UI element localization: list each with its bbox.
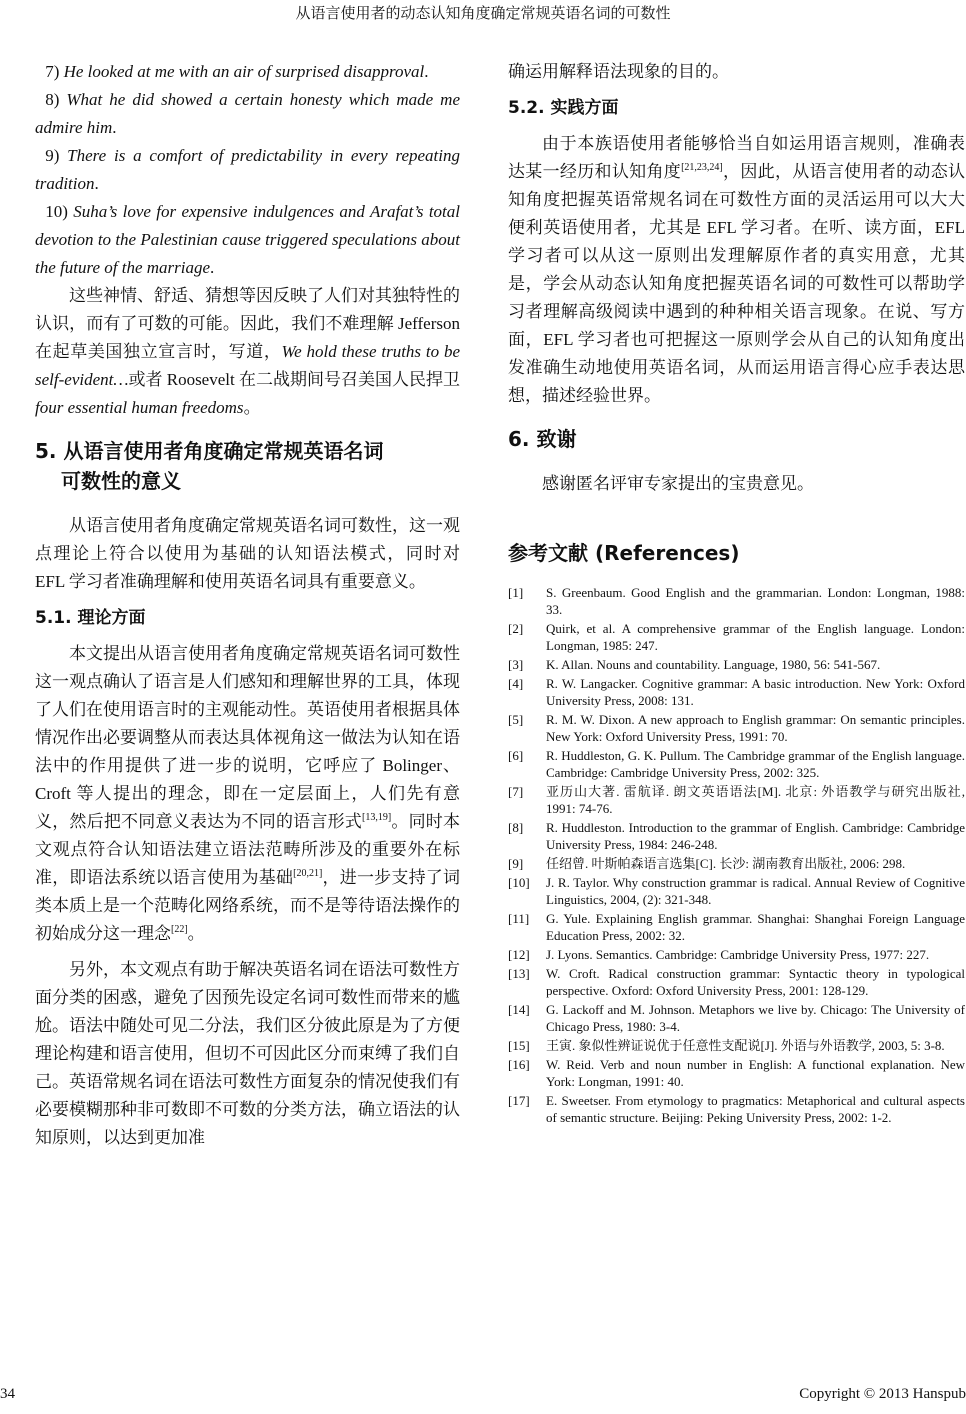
reference-text: R. Huddleston. Introduction to the grammar of English. Cambridge: Cambridge University Press, 1984: 246-248. bbox=[546, 820, 965, 852]
reference-number: [6] bbox=[508, 748, 524, 763]
reference-text: J. R. Taylor. Why construction grammar is radical. Annual Review of Cognitive Linguistics, 2004, (2): 321-348. bbox=[546, 875, 965, 907]
text-run: What he did showed a certain honesty which made me admire him bbox=[35, 90, 460, 137]
reference-text: 任绍曾. 叶斯帕森语言选集[C]. 长沙: 湖南教育出版社, 2006: 298. bbox=[546, 856, 906, 871]
reference-number: [2] bbox=[508, 621, 524, 636]
reference-number: [10] bbox=[508, 875, 530, 890]
section-6-heading: 6. 致谢 bbox=[508, 427, 577, 451]
text-run: We hold these truths to be self-evident… bbox=[35, 342, 461, 389]
text-run: . bbox=[424, 62, 429, 81]
text-run: ，因此，从语言使用者的动态认知角度把握英语常规名词在可数性方面的灵活运用可以大大便利英语使用者，尤其是 EFL 学习者。在听、读方面，EFL 学习者可以从这一原则出发理解原作者的真实用意，尤其是，学会从动态认知角度把握英语名词的可数性可以帮助学习者理解高级阅读中遇到的种种相关语言现象。在说、写方面，EFL 学习者也可把握这一原则学会从自己的认知角度出发准确生动地使用英语名词，从而运用语言得心应手表达思想，描述经验世界。 bbox=[508, 162, 966, 405]
example-7 bbox=[35, 58, 460, 86]
citation: [20,21] bbox=[293, 868, 323, 879]
copyright: Copyright © 2013 Hanspub bbox=[799, 1386, 966, 1402]
reference-text: G. Lackoff and M. Johnson. Metaphors we live by. Chicago: The University of Chicago Press, 1980: 3-4. bbox=[546, 1002, 965, 1034]
text-run: 确运用解释语法现象的目的。 bbox=[508, 62, 729, 81]
reference-item bbox=[508, 783, 965, 817]
left-column bbox=[35, 58, 460, 1152]
citation: [13,19] bbox=[362, 812, 392, 823]
reference-item bbox=[508, 675, 965, 709]
reference-number: [4] bbox=[508, 676, 524, 691]
heading-line: 可数性的意义 bbox=[61, 469, 181, 493]
section-5-2-heading: 5.2. 实践方面 bbox=[508, 98, 619, 118]
example-9 bbox=[35, 142, 460, 198]
reference-text: R. M. W. Dixon. A new approach to English grammar: On semantic principles. New York: Oxford University Press, 1991: 70. bbox=[546, 712, 965, 744]
text-run: . bbox=[210, 258, 215, 277]
example-8 bbox=[35, 86, 460, 142]
section-5-heading bbox=[35, 436, 460, 496]
reference-number: [11] bbox=[508, 911, 530, 926]
reference-item bbox=[508, 1056, 965, 1090]
citation: [22] bbox=[171, 924, 188, 935]
paragraph bbox=[35, 282, 460, 422]
reference-item bbox=[508, 1037, 965, 1054]
text-run: Suha’s love for expensive indulgences and Arafat’s total devotion to the Palestinian cause triggered speculations about the future of the marriage bbox=[35, 202, 460, 277]
text-run: There is a comfort of predictability in every repeating tradition bbox=[35, 146, 460, 193]
text-run: ，进一步支持了词类本质上是一个范畴化网络系统，而不是等待语法操作的初始成分这一理念 bbox=[35, 868, 461, 943]
reference-text: R. Huddleston, G. K. Pullum. The Cambridge grammar of the English language. Cambridge: Cambridge University Press, 2002: 325. bbox=[546, 748, 965, 780]
reference-text: E. Sweetser. From etymology to pragmatics: Metaphorical and cultural aspects of semantic structure. Beijing: Peking University Press, 2002: 1-2. bbox=[546, 1093, 965, 1125]
references-list bbox=[508, 584, 965, 1126]
heading-line: 5. 从语言使用者角度确定常规英语名词 bbox=[35, 439, 384, 463]
reference-item bbox=[508, 620, 965, 654]
reference-item bbox=[508, 656, 965, 673]
reference-text: 王寅. 象似性辨证说优于任意性支配说[J]. 外语与外语教学, 2003, 5: 3-8. bbox=[546, 1038, 945, 1053]
reference-item bbox=[508, 819, 965, 853]
text-run: 9) bbox=[45, 146, 68, 165]
reference-number: [16] bbox=[508, 1057, 530, 1072]
reference-item bbox=[508, 855, 965, 872]
text-run: 8) bbox=[45, 90, 67, 109]
text-run: 本文提出从语言使用者角度确定常规英语名词可数性这一观点确认了语言是人们感知和理解世界的工具，体现了人们在使用语言时的主观能动性。英语使用者根据具体情况作出必要调整从而表达具体视角这一做法为认知在语法中的作用提供了进一步的说明，它呼应了 Bolinger、Croft 等人提出的理念，即在一定层面上，人们先有意义，然后把不同意义表达为不同的语言形式 bbox=[35, 644, 460, 831]
paragraph bbox=[35, 640, 460, 948]
reference-item bbox=[508, 711, 965, 745]
paragraph bbox=[508, 470, 965, 498]
reference-number: [7] bbox=[508, 784, 524, 799]
text-run: 。 bbox=[243, 398, 261, 417]
text-run: 10) bbox=[45, 202, 74, 221]
reference-item bbox=[508, 1001, 965, 1035]
paragraph bbox=[35, 512, 460, 596]
text-run: . bbox=[94, 174, 99, 193]
text-run: 或者 Roosevelt 在二战期间号召美国人民捍卫 bbox=[128, 370, 460, 389]
paragraph bbox=[508, 130, 965, 410]
reference-item bbox=[508, 946, 965, 963]
text-run: 感谢匿名评审专家提出的宝贵意见。 bbox=[542, 474, 814, 493]
text-run: . bbox=[112, 118, 117, 137]
text-run: 由于本族语使用者能够恰当自如运用语言规则，准确表达某一经历和认知角度 bbox=[508, 134, 965, 181]
reference-text: J. Lyons. Semantics. Cambridge: Cambridge University Press, 1977: 227. bbox=[546, 947, 930, 962]
reference-text: R. W. Langacker. Cognitive grammar: A basic introduction. New York: Oxford University Press, 2008: 131. bbox=[546, 676, 965, 708]
reference-item bbox=[508, 965, 965, 999]
reference-text: 亚历山大著. 雷航译. 朗文英语语法[M]. 北京: 外语教学与研究出版社, 1991: 74-76. bbox=[546, 784, 965, 816]
reference-item bbox=[508, 874, 965, 908]
text-run: 从语言使用者角度确定常规英语名词可数性，这一观点理论上符合以使用为基础的认知语法模式，同时对 EFL 学习者准确理解和使用英语名词具有重要意义。 bbox=[35, 516, 460, 591]
reference-number: [5] bbox=[508, 712, 524, 727]
reference-number: [9] bbox=[508, 856, 524, 871]
reference-text: G. Yule. Explaining English grammar. Shanghai: Shanghai Foreign Language Education Press, 2002: 32. bbox=[546, 911, 965, 943]
reference-text: W. Reid. Verb and noun number in English: A functional explanation. New York: Longman, 1991: 40. bbox=[546, 1057, 965, 1089]
running-head: 从语言使用者的动态认知角度确定常规英语名词的可数性 bbox=[295, 6, 671, 22]
reference-number: [14] bbox=[508, 1002, 530, 1017]
reference-number: [15] bbox=[508, 1038, 530, 1053]
reference-item bbox=[508, 747, 965, 781]
reference-number: [17] bbox=[508, 1093, 530, 1108]
example-10 bbox=[35, 198, 460, 282]
paragraph bbox=[508, 58, 965, 86]
reference-text: W. Croft. Radical construction grammar: Syntactic theory in typological perspective. Oxford: Oxford University Press, 2001: 128-129. bbox=[546, 966, 965, 998]
reference-item bbox=[508, 1092, 965, 1126]
reference-number: [12] bbox=[508, 947, 530, 962]
reference-text: K. Allan. Nouns and countability. Language, 1980, 56: 541-567. bbox=[546, 657, 881, 672]
section-5-1-heading: 5.1. 理论方面 bbox=[35, 608, 146, 628]
citation: [21,23,24] bbox=[681, 162, 723, 173]
text-run: 另外，本文观点有助于解决英语名词在语法可数性方面分类的困惑，避免了因预先设定名词可数性而带来的尴尬。语法中随处可见二分法，我们区分彼此原是为了方便理论构建和语言使用，但切不可因此区分而束缚了我们自己。英语常规名词在语法可数性方面复杂的情况使我们有必要模糊那种非可数即不可数的分类方法，确立语法的认知原则，以达到更加准 bbox=[35, 960, 460, 1147]
page-number: 34 bbox=[0, 1386, 15, 1402]
text-run: 。 bbox=[187, 924, 205, 943]
reference-text: S. Greenbaum. Good English and the grammarian. London: Longman, 1988: 33. bbox=[546, 585, 965, 617]
reference-number: [13] bbox=[508, 966, 530, 981]
reference-number: [1] bbox=[508, 585, 524, 600]
reference-text: Quirk, et al. A comprehensive grammar of the English language. London: Longman, 1985: 247. bbox=[546, 621, 965, 653]
text-run: four essential human freedoms bbox=[35, 398, 244, 417]
paragraph bbox=[35, 956, 460, 1152]
reference-number: [3] bbox=[508, 657, 524, 672]
references-heading: 参考文献 (References) bbox=[508, 541, 740, 565]
text-run: 这些神情、舒适、猜想等因反映了人们对其独特性的认识，而有了可数的可能。因此，我们不难理解 Jefferson 在起草美国独立宣言时，写道， bbox=[35, 286, 460, 361]
text-run: 7) bbox=[45, 62, 64, 81]
reference-item bbox=[508, 910, 965, 944]
right-column bbox=[508, 58, 965, 1128]
reference-number: [8] bbox=[508, 820, 524, 835]
text-run: 。同时本文观点符合认知语法建立语法范畴所涉及的重要外在标准，即语法系统以语言使用为基础 bbox=[35, 812, 461, 887]
reference-item bbox=[508, 584, 965, 618]
text-run: He looked at me with an air of surprised disapproval bbox=[63, 62, 425, 81]
